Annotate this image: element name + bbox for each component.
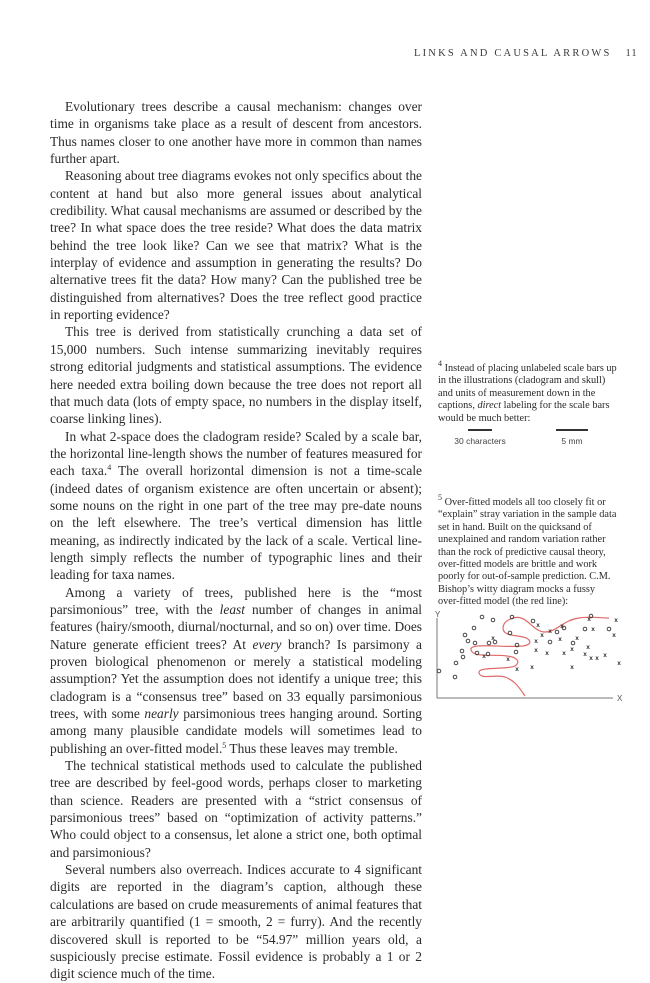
cross-point: x xyxy=(540,632,544,639)
scale-bar-mm xyxy=(542,429,602,447)
paragraph-1: Evolutionary trees describe a causal mechanism: changes over time in organisms take place as a result of descent from ancestors. Thus names closer to one another have more in common than names further apart. xyxy=(50,99,422,167)
emphasis: every xyxy=(252,636,282,652)
cross-point: x xyxy=(612,632,616,639)
circle-point xyxy=(472,626,476,630)
paragraph-7: Several numbers also overreach. Indices accurate to 4 significant digits are reported in the diagram’s caption, although these calculations are based on crude measurements of animal features that are arbitrarily quantified (1 = smooth, 2 = furry). And the recently discovered skull is reported to be “54.97” million years old, a suspiciously precise estimate. Fossil evidence is probably a 1 or 2 digit science much of the time. xyxy=(50,862,422,982)
scale-bar-line xyxy=(468,429,492,431)
cross-point: x xyxy=(534,647,538,654)
footnote-ref-5: 5 xyxy=(222,740,227,750)
sidenote-4-text xyxy=(438,359,618,425)
text-run: labeling for the scale bars would be much better: xyxy=(438,400,610,424)
sidenote-4 xyxy=(438,359,618,455)
x-axis-label: X xyxy=(617,694,623,703)
paragraph-2: Reasoning about tree diagrams evokes not only specifics about the content at hand but also more general issues about analytical credibility. What causal mechanisms are assumed or described by the tree? In what space does the tree reside? What does the data matrix behind the tree look like? Can we see that matrix? What is the interplay of evidence and assumption in generating the results? Do alternative trees fit the data? How many? Can the published tree be distinguished from alternatives? Does the tree reflect good practice in reporting evidence? xyxy=(50,168,422,323)
paragraph-4 xyxy=(50,428,422,584)
circle-point xyxy=(548,640,552,644)
cross-point: x xyxy=(560,623,564,630)
cross-point: x xyxy=(586,644,590,651)
footnote-ref-4: 4 xyxy=(107,463,112,473)
circle-point xyxy=(607,627,611,631)
emphasis: direct xyxy=(477,400,502,412)
sidenote-number: 5 xyxy=(438,493,442,502)
circle-point xyxy=(437,669,441,673)
running-head xyxy=(414,48,638,59)
cross-point: x xyxy=(558,636,562,643)
circle-point xyxy=(491,618,495,622)
cross-point: x xyxy=(534,638,538,645)
emphasis: nearly xyxy=(144,706,179,722)
cross-point: x xyxy=(491,635,495,642)
text-run: In what 2-space does the cladogram reside? Scaled by a scale bar, the horizontal line-length shows the number of features measured for each taxa. xyxy=(50,428,422,479)
cross-point: x xyxy=(595,655,599,662)
data-points xyxy=(437,614,621,679)
cross-point: x xyxy=(603,652,607,659)
cross-point: x xyxy=(562,650,566,657)
circle-point xyxy=(463,633,467,637)
scale-bar-line xyxy=(556,429,588,431)
overfit-scatter-plot xyxy=(433,610,633,705)
cross-point: x xyxy=(587,616,591,623)
cross-point: x xyxy=(530,664,534,671)
circle-point xyxy=(453,675,457,679)
running-head-title: LINKS AND CAUSAL ARROWS xyxy=(414,48,612,59)
text-run: Over-fitted models all too closely fit or “explain” stray variation in the sample data set in hand. Built on the quicksand of unexplained and random variation rather than the rock of predictive causal theory, over-fitted models are brittle and work poorly for out-of-sample prediction. C.M. Bishop’s witty diagram mocks a fussy over-fitted model (the red line): xyxy=(438,497,617,608)
cross-point: x xyxy=(482,653,486,660)
circle-point xyxy=(466,639,470,643)
scatter-plot-svg xyxy=(433,610,633,705)
cross-point: x xyxy=(591,626,595,633)
circle-point xyxy=(473,641,477,645)
cross-point: x xyxy=(506,656,510,663)
page-number: 11 xyxy=(625,48,638,59)
main-text-column xyxy=(50,98,422,983)
cross-point: x xyxy=(536,622,540,629)
cross-point: x xyxy=(570,664,574,671)
cross-point: x xyxy=(545,650,549,657)
y-axis-label: Y xyxy=(435,610,441,619)
cross-point: x xyxy=(617,660,621,667)
text-run: Instead of placing unlabeled scale bars up in the illustrations (cladogram and skull) and units of measurement down in the captions, xyxy=(438,363,617,412)
text-run: parsimonious trees hanging around. Sorting among many plausible candidate models will sometimes lead to publishing an over-fitted model. xyxy=(50,706,422,756)
circle-point xyxy=(480,615,484,619)
sidenote-5-text xyxy=(438,493,618,609)
scale-bar-label: 30 characters xyxy=(454,435,506,446)
circle-point xyxy=(461,655,465,659)
scale-bar-examples xyxy=(438,429,618,455)
circle-point xyxy=(514,650,518,654)
circle-point xyxy=(555,630,559,634)
cross-point: x xyxy=(614,617,618,624)
paragraph-3: This tree is derived from statistically crunching a data set of 15,000 numbers. Such intense summarizing inevitably requires strong editorial judgments and statistical assumptions. The evidence here needed extra boiling down because the tree does not report all that much data (lots of empty space, no numbers in the display itself, coarse linking lines). xyxy=(50,324,422,427)
cross-point: x xyxy=(570,646,574,653)
cross-point: x xyxy=(575,635,579,642)
cross-point: x xyxy=(548,628,552,635)
sidenote-number: 4 xyxy=(438,359,442,368)
cross-point: x xyxy=(589,655,593,662)
text-run: branch? Is parsimony a proven biological phenomenon or merely a statistical modeling assumption? Yet the assumption does not identify a unique tree; this cladogram is a “consensus tree” based on 33 equally parsimonious trees, with some xyxy=(50,636,423,722)
text-run: The overall horizontal dimension is not a time-scale (indeed dates of organism existence are often uncertain or absent); some nouns on the right in one part of the tree may pre-date nouns on the left elsewhere. The tree’s vertical dimension has little meaning, as indirectly indicated by the lack of a scale. Vertical line-length simply reflects the number of typographic lines and their leading for taxa names. xyxy=(50,463,423,583)
paragraph-6: The technical statistical methods used to calculate the published tree are described by feel-good words, perhaps closer to marketing than science. Readers are presented with a “strict consensus of parsimonious trees” based on “optimization of activity patterns.” Who could object to a consensus, let alone a strict one, both optimal and parsimonious? xyxy=(50,758,422,860)
paragraph-5 xyxy=(50,584,422,757)
sidenote-5 xyxy=(438,493,618,609)
scale-bar-characters xyxy=(450,429,510,447)
circle-point xyxy=(460,649,464,653)
circle-point xyxy=(583,627,587,631)
text-run: number of changes in animal features (hairy/smooth, diurnal/nocturnal, and so on) over time. Does Nature generate efficient trees? At xyxy=(50,601,422,652)
cross-point: x xyxy=(583,651,587,658)
emphasis: least xyxy=(219,601,245,617)
circle-point xyxy=(454,661,458,665)
cross-point: x xyxy=(515,666,519,673)
text-run: Among a variety of trees, published here is the “most parsimonious” tree, with the xyxy=(50,584,422,617)
scale-bar-label: 5 mm xyxy=(561,435,583,446)
circle-point xyxy=(531,619,535,623)
text-run: Thus these leaves may tremble. xyxy=(226,740,398,756)
